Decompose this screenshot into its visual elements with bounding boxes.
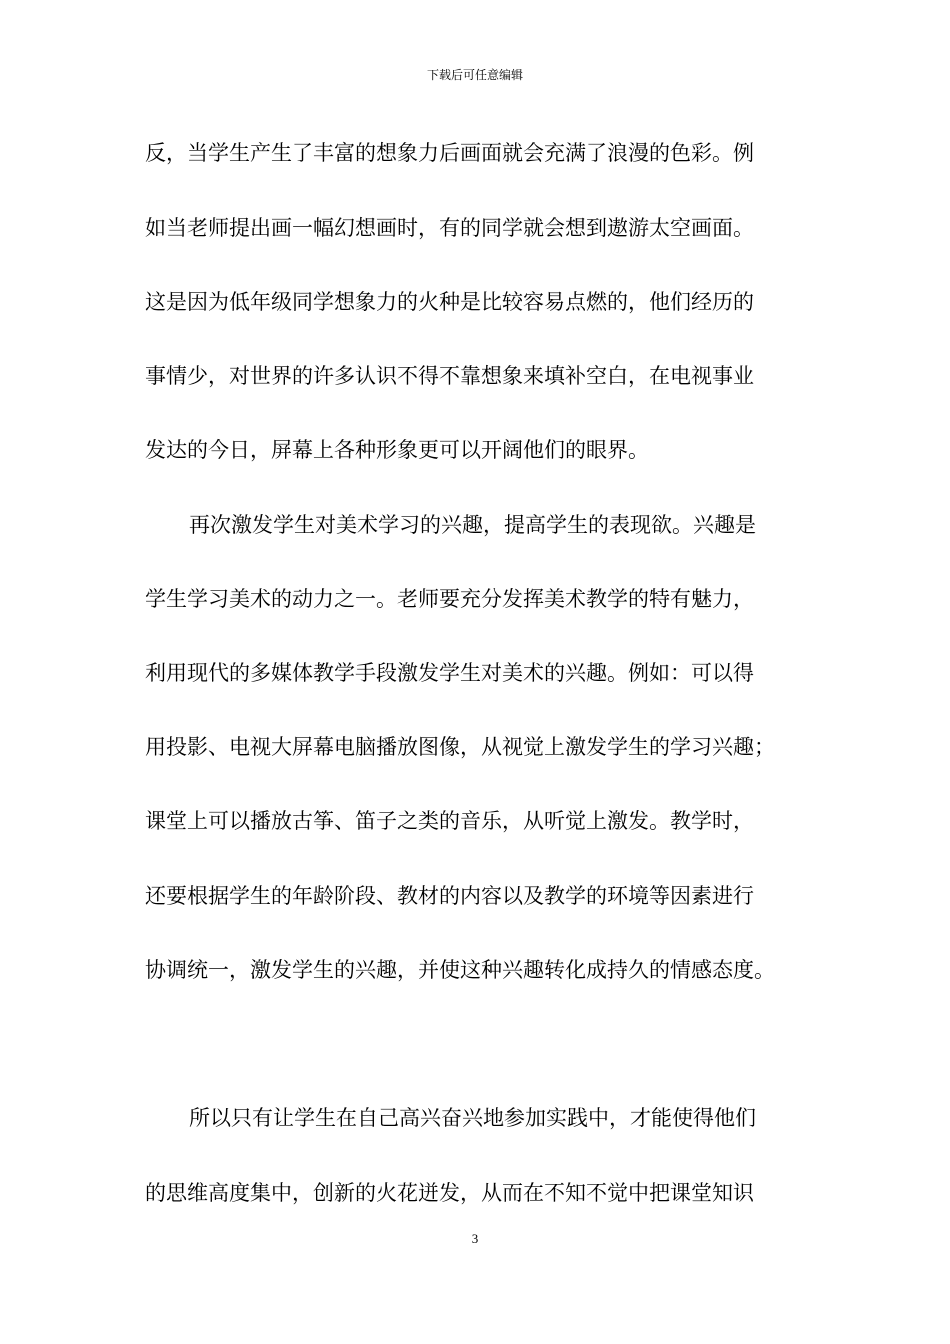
page-header: 下载后可任意编辑	[426, 68, 523, 82]
paragraph-line: 协调统一，激发学生的兴趣，并使这种兴趣转化成持久的情感态度。	[145, 958, 775, 982]
paragraph-line: 反，当学生产生了丰富的想象力后画面就会充满了浪漫的色彩。例	[145, 141, 754, 165]
paragraph-line: 课堂上可以播放古筝、笛子之类的音乐，从听觉上激发。教学时，	[145, 809, 754, 833]
paragraph-first-line: 所以只有让学生在自己高兴奋兴地参加实践中，才能使得他们	[189, 1106, 756, 1130]
paragraph-line: 利用现代的多媒体教学手段激发学生对美术的兴趣。例如：可以得	[145, 661, 754, 685]
paragraph-line: 如当老师提出画一幅幻想画时，有的同学就会想到遨游太空画面。	[145, 216, 754, 240]
paragraph-line: 还要根据学生的年龄阶段、教材的内容以及教学的环境等因素进行	[145, 884, 754, 908]
paragraph-line: 的思维高度集中，创新的火花迸发，从而在不知不觉中把课堂知识	[145, 1181, 754, 1205]
paragraph-line: 用投影、电视大屏幕电脑播放图像，从视觉上激发学生的学习兴趣；	[145, 735, 775, 759]
paragraph-line: 这是因为低年级同学想象力的火种是比较容易点燃的，他们经历的	[145, 290, 754, 314]
paragraph-line: 发达的今日，屏幕上各种形象更可以开阔他们的眼界。	[145, 438, 649, 462]
paragraph-first-line: 再次激发学生对美术学习的兴趣，提高学生的表现欲。兴趣是	[189, 513, 756, 537]
paragraph-line: 学生学习美术的动力之一。老师要充分发挥美术教学的特有魅力，	[145, 587, 754, 611]
paragraph-line: 事情少，对世界的许多认识不得不靠想象来填补空白，在电视事业	[145, 364, 754, 388]
page-number: 3	[471, 1231, 479, 1246]
